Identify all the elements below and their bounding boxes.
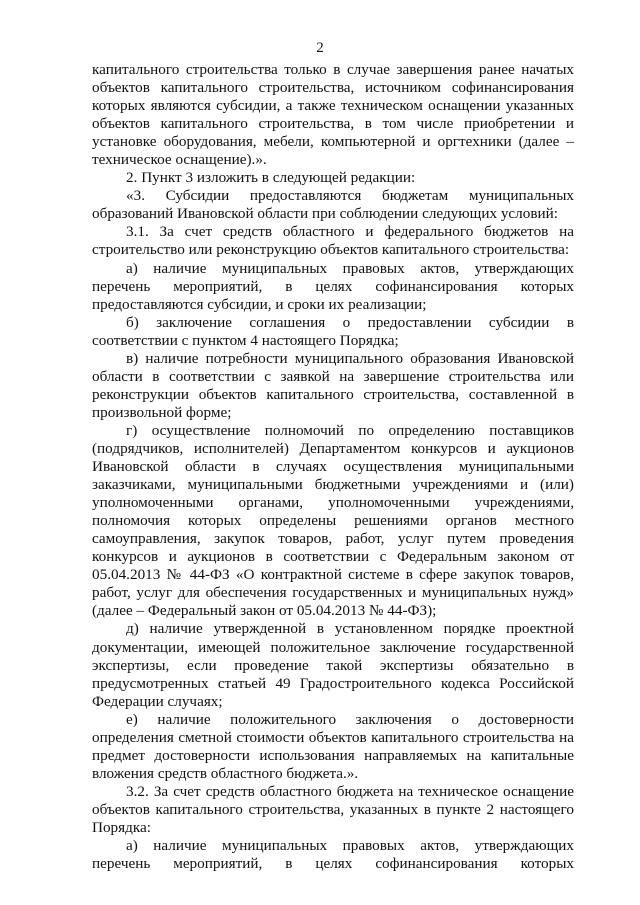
paragraph-clause-3-2: 3.2. За счет средств областного бюджета на техническое оснащение объектов капитального строительства, указанных в пункте 2 настоящего Порядка: bbox=[92, 782, 574, 836]
paragraph-condition-d: д) наличие утвержденной в установленном порядке проектной документации, имеющей положительное заключение государственной экспертизы, если проведение такой экспертизы обязательно в предусмотренных статьей 49 Градостроительного кодекса Российской Федерации случаях; bbox=[92, 620, 574, 710]
paragraph-clause-3-1: 3.1. За счет средств областного и федерального бюджетов на строительство или реконструкцию объектов капитального строительства: bbox=[92, 223, 574, 259]
paragraph-condition-a-2: а) наличие муниципальных правовых актов, утверждающих перечень мероприятий, в целях софинансирования которых bbox=[92, 837, 574, 873]
paragraph-condition-a: а) наличие муниципальных правовых актов, утверждающих перечень мероприятий, в целях софинансирования которых предоставляются субсидии, и сроки их реализации; bbox=[92, 259, 574, 313]
document-body bbox=[92, 61, 574, 873]
paragraph-condition-e: е) наличие положительного заключения о достоверности определения сметной стоимости объектов капитального строительства на предмет достоверности использования направляемых на капитальные вложения средств областного бюджета.». bbox=[92, 710, 574, 782]
paragraph-clause-3: «3. Субсидии предоставляются бюджетам муниципальных образований Ивановской области при соблюдении следующих условий: bbox=[92, 187, 574, 223]
paragraph-condition-v: в) наличие потребности муниципального образования Ивановской области в соответствии с заявкой на завершение строительства или реконструкции объектов капитального строительства, составленной в произвольной форме; bbox=[92, 349, 574, 421]
paragraph-condition-b: б) заключение соглашения о предоставлении субсидии в соответствии с пунктом 4 настоящего Порядка; bbox=[92, 313, 574, 349]
paragraph-continuation: капитального строительства только в случае завершения ранее начатых объектов капитального строительства, источником софинансирования которых являются субсидии, а также техническом оснащении указанных объектов капитального строительства, в том числе приобретении и установке оборудования, мебели, компьютерной и оргтехники (далее – техническое оснащение).». bbox=[92, 61, 574, 169]
paragraph-condition-g: г) осуществление полномочий по определению поставщиков (подрядчиков, исполнителей) Департаментом конкурсов и аукционов Ивановской области в случаях осуществления муниципальными заказчиками, муниципальными бюджетными учреждениями и (или) уполномоченными органами, уполномоченными учреждениями, полномочия которых определены решениями органов местного самоуправления, закупок товаров, работ, услуг путем проведения конкурсов и аукционов в соответствии с Федеральным законом от 05.04.2013 № 44-ФЗ «О контрактной системе в сфере закупок товаров, работ, услуг для обеспечения государственных и муниципальных нужд» (далее – Федеральный закон от 05.04.2013 № 44-ФЗ); bbox=[92, 421, 574, 620]
page-number: 2 bbox=[316, 40, 324, 56]
paragraph-item-2: 2. Пункт 3 изложить в следующей редакции: bbox=[126, 169, 416, 187]
